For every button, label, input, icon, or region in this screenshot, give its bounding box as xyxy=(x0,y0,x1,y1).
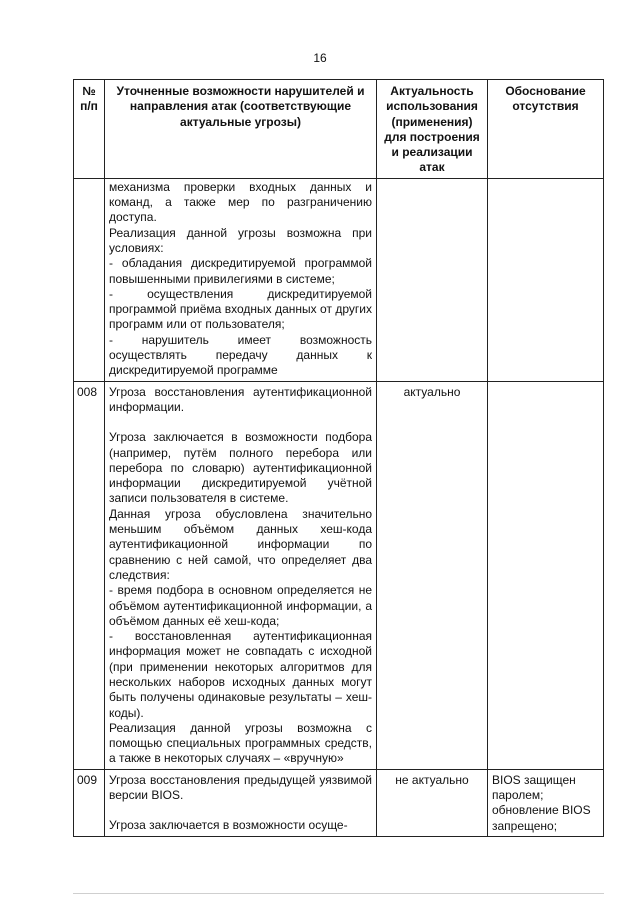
row-justification xyxy=(488,381,604,769)
row-num: 009 xyxy=(74,769,105,836)
row-num: 008 xyxy=(74,381,105,769)
justification-line: обновление BIOS запрещено; xyxy=(492,803,591,833)
description-paragraph: Данная угроза обусловлена значительно меньшим объёмом данных хеш-кода аутентификационной информации по сравнению с ней самой, что определяет два следствия: xyxy=(109,506,372,582)
description-paragraph: - осуществления дискредитируемой программой приёма входных данных от других программ или от пользователя; xyxy=(109,286,372,332)
description-paragraph: - восстановленная аутентификационная информация может не совпадать с исходной (при применении некоторых алгоритмов для нескольких наборов исходных данных могут быть получены одинаковые результаты – хеш-коды). xyxy=(109,629,372,720)
row-relevance xyxy=(377,178,488,381)
description-paragraph: механизма проверки входных данных и команд, а также мер по разграничению доступа. xyxy=(109,179,372,225)
description-paragraph: - время подбора в основном определяется не объёмом аутентификационной информации, а объёмом данных её хеш-кода; xyxy=(109,583,372,628)
threat-title: Угроза восстановления предыдущей уязвимой версии BIOS. xyxy=(109,772,372,803)
row-num xyxy=(74,178,105,381)
header-justification: Обоснование отсутствия xyxy=(488,80,604,179)
description-paragraph: - обладания дискредитируемой программой повышенными привилегиями в системе; xyxy=(109,256,372,286)
description-paragraph: - нарушитель имеет возможность осуществлять передачу данных к дискредитируемой программе xyxy=(109,332,372,378)
page-number: 16 xyxy=(313,51,327,65)
header-relevance: Актуальность использования (применения) для построения и реализации атак xyxy=(377,80,488,179)
row-relevance: актуально xyxy=(377,381,488,769)
description-paragraph: Реализация данной угрозы возможна с помощью специальных программных средств, а также в некоторых случаях – «вручную» xyxy=(109,720,372,766)
justification-line: BIOS защищен паролем; xyxy=(492,772,576,803)
description-paragraph: Реализация данной угрозы возможна при условиях: xyxy=(109,225,372,255)
threat-title: Угроза восстановления аутентификационной информации. xyxy=(109,384,372,414)
table-row xyxy=(74,178,604,381)
table-header-row xyxy=(74,80,604,179)
row-description xyxy=(105,381,377,769)
table-row xyxy=(74,381,604,769)
table-row xyxy=(74,769,604,836)
description-paragraph: Угроза заключается в возможности осуще- xyxy=(109,818,348,833)
row-relevance: не актуально xyxy=(377,769,488,836)
row-description xyxy=(105,769,377,836)
header-capabilities: Уточненные возможности нарушителей и направления атак (соответствующие актуальные угрозы) xyxy=(105,80,377,179)
row-justification xyxy=(488,769,604,836)
header-num: № п/п xyxy=(74,80,105,179)
threats-table xyxy=(73,79,604,837)
row-description xyxy=(105,178,377,381)
description-paragraph: Угроза заключается в возможности подбора (например, путём полного перебора или перебора по словарю) аутентификационной информации дискредитируемой учётной записи пользователя в системе. xyxy=(109,430,372,506)
row-justification xyxy=(488,178,604,381)
page-bottom-divider xyxy=(73,893,604,894)
